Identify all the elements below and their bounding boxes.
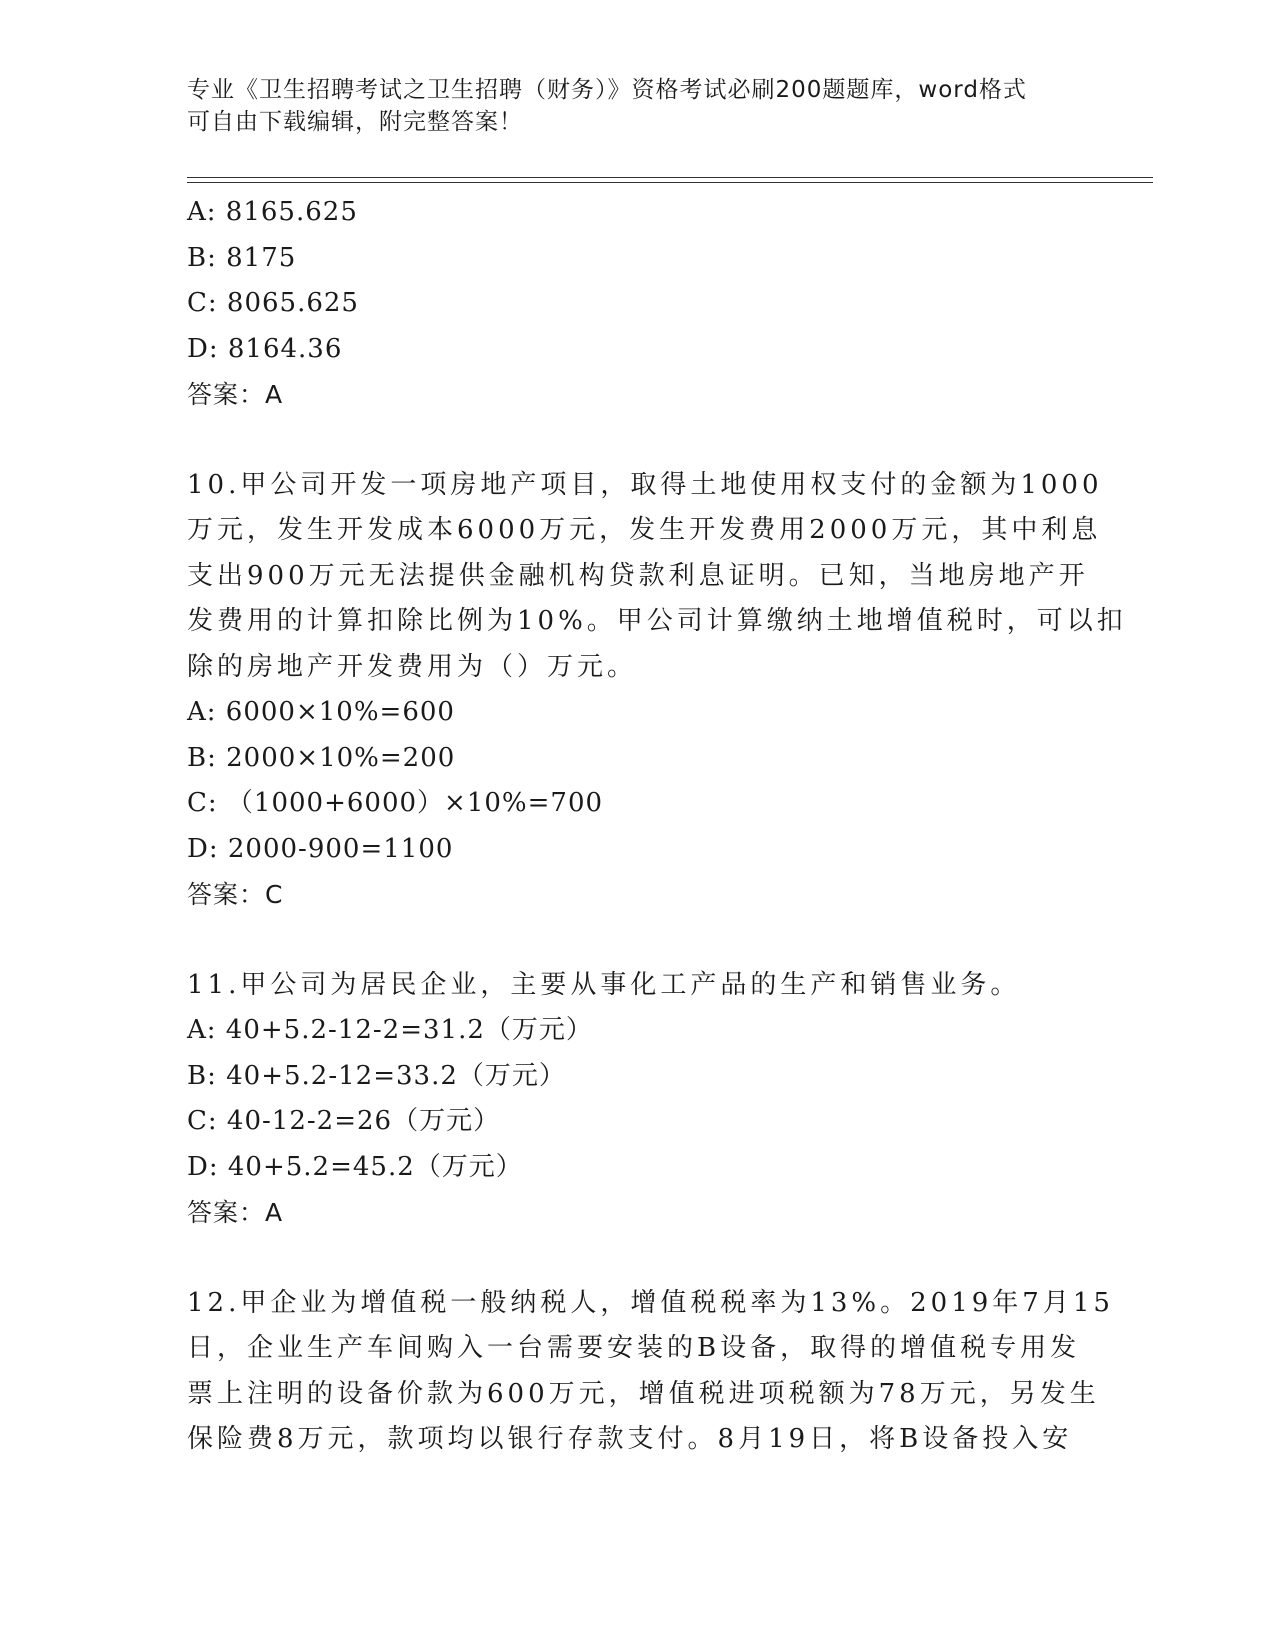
option-a: A: 8165.625 bbox=[187, 197, 358, 227]
option-c: C: 8065.625 bbox=[187, 288, 359, 318]
document-body bbox=[187, 190, 1127, 1463]
option-b: B: 8175 bbox=[187, 242, 297, 273]
question-10-block bbox=[187, 463, 1127, 918]
question-line: 保险费8万元，款项均以银行存款支付。8月19日，将B设备投入安 bbox=[187, 1424, 1073, 1454]
option-d: D: 8164.36 bbox=[187, 333, 343, 364]
option-a: A: 6000×10%=600 bbox=[187, 697, 455, 727]
header-divider bbox=[187, 177, 1153, 183]
question-line: 万元，发生开发成本6000万元，发生开发费用2000万元，其中利息 bbox=[187, 515, 1102, 545]
option-c: C: 40-12-2=26（万元） bbox=[187, 1106, 501, 1136]
option-d: D: 40+5.2=45.2（万元） bbox=[187, 1151, 523, 1182]
question-line: 12.甲企业为增值税一般纳税人，增值税税率为13%。2019年7月15 bbox=[187, 1287, 1114, 1318]
question-text bbox=[187, 963, 1087, 1009]
question-11-block bbox=[187, 963, 1087, 1236]
option-b: B: 2000×10%=200 bbox=[187, 742, 456, 773]
option-a: A: 40+5.2-12-2=31.2（万元） bbox=[187, 1015, 593, 1045]
answer: 答案：A bbox=[187, 1198, 284, 1227]
header-line-2: 可自由下载编辑，附完整答案！ bbox=[187, 109, 523, 135]
answer: 答案：A bbox=[187, 380, 284, 409]
question-line: 支出900万元无法提供金融机构贷款利息证明。已知，当地房地产开 bbox=[187, 560, 1089, 591]
question-line: 11.甲公司为居民企业，主要从事化工产品的生产和销售业务。 bbox=[187, 969, 1021, 1000]
question-line: 除的房地产开发费用为（）万元。 bbox=[187, 651, 638, 682]
question-text bbox=[187, 1281, 1114, 1463]
question-line: 票上注明的设备价款为600万元，增值税进项税额为78万元，另发生 bbox=[187, 1378, 1100, 1409]
answer: 答案：C bbox=[187, 880, 284, 909]
option-b: B: 40+5.2-12=33.2（万元） bbox=[187, 1060, 566, 1091]
option-d: D: 2000-900=1100 bbox=[187, 833, 454, 864]
document-header bbox=[187, 74, 1067, 138]
question-9-block bbox=[187, 190, 1087, 418]
question-12-block bbox=[187, 1281, 1114, 1463]
header-line-1: 专业《卫生招聘考试之卫生招聘（财务）》资格考试必刷200题题库，word格式 bbox=[187, 77, 1027, 103]
question-text bbox=[187, 463, 1127, 691]
question-line: 日，企业生产车间购入一台需要安装的B设备，取得的增值税专用发 bbox=[187, 1333, 1081, 1363]
option-c: C: （1000+6000）×10%=700 bbox=[187, 788, 604, 818]
question-line: 10.甲公司开发一项房地产项目，取得土地使用权支付的金额为1000 bbox=[187, 469, 1103, 500]
question-line: 发费用的计算扣除比例为10%。甲公司计算缴纳土地增值税时，可以扣 bbox=[187, 606, 1127, 636]
